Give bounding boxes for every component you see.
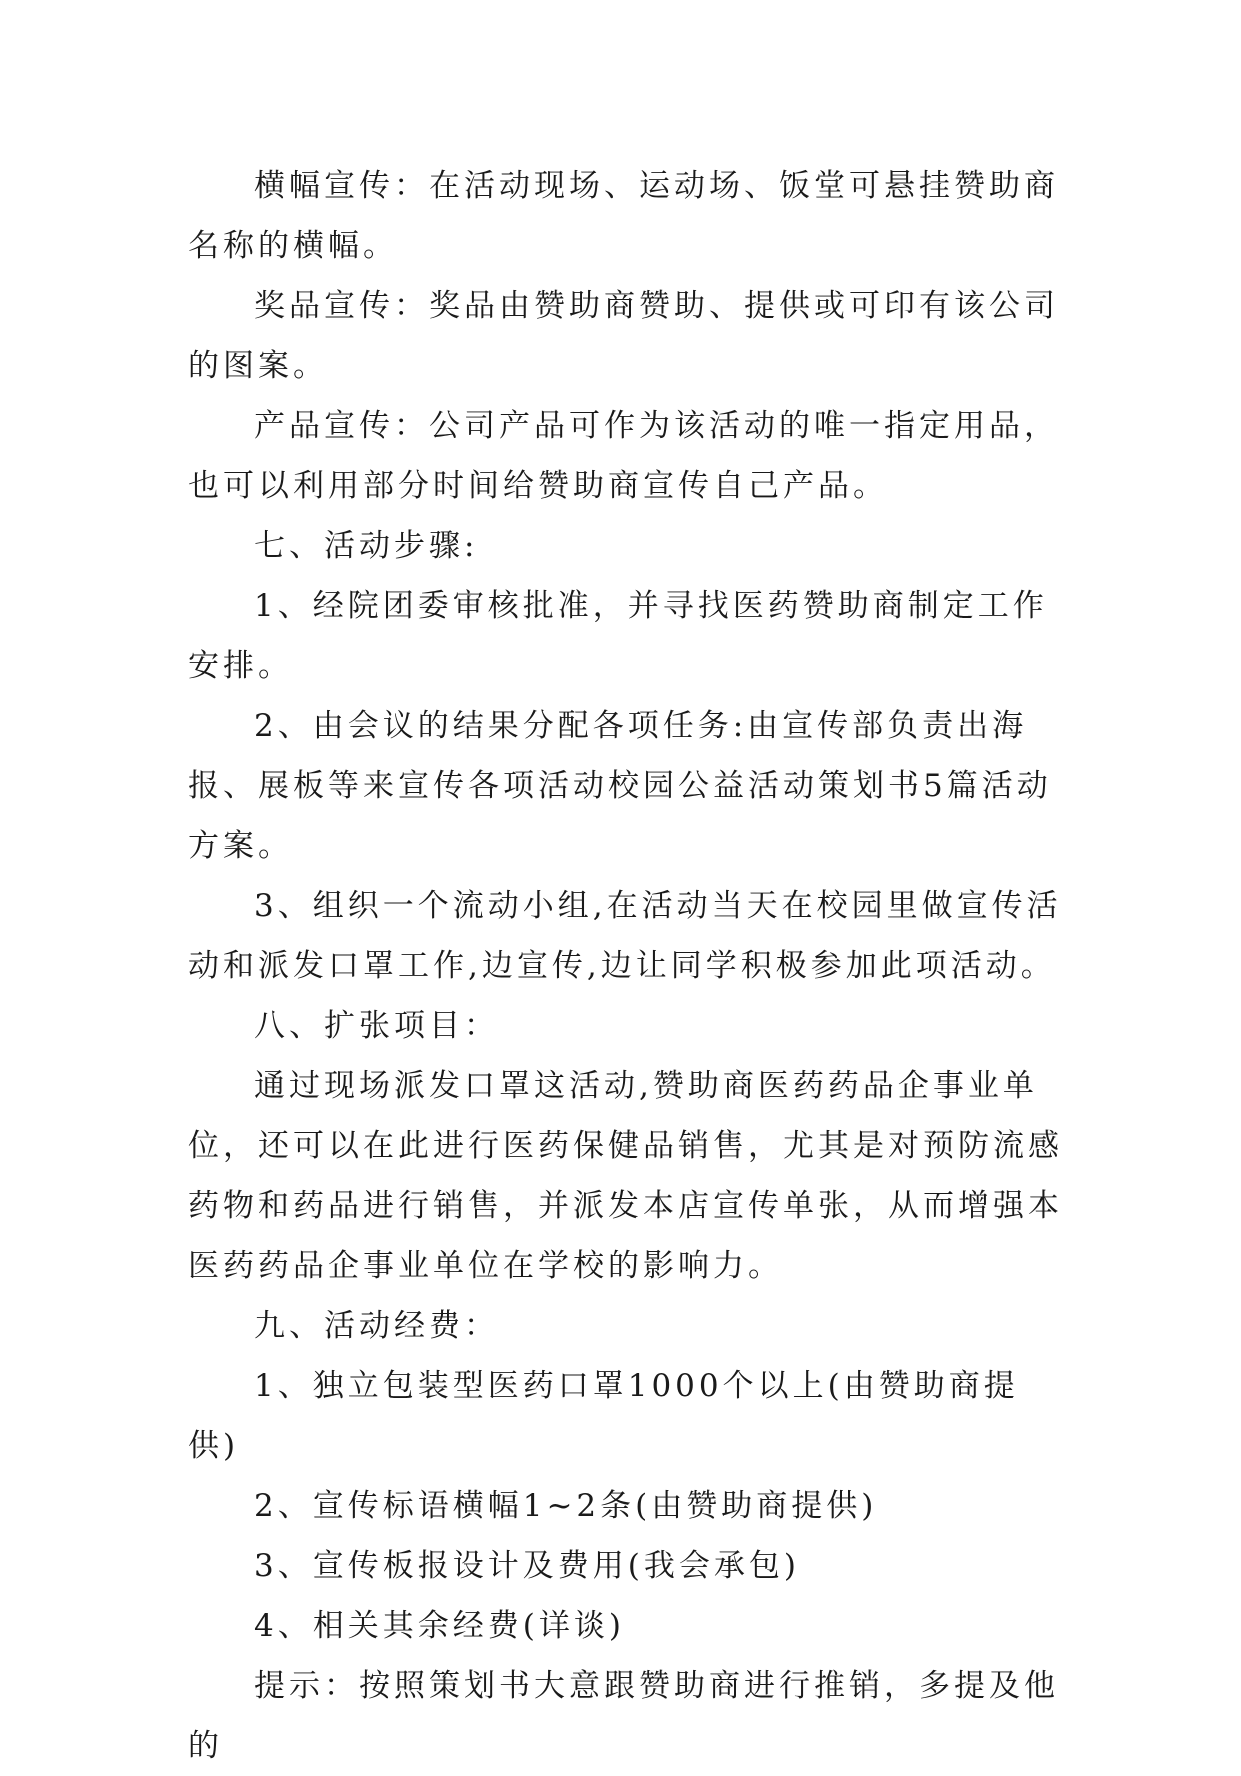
paragraph-expansion-detail: 通过现场派发口罩这活动,赞助商医药药品企事业单位，还可以在此进行医药保健品销售，尤其是对预防流感药物和药品进行销售，并派发本店宣传单张，从而增强本医药药品企事业单位在学校的影响力。 <box>188 1068 1063 1284</box>
paragraph-product-promotion: 产品宣传：公司产品可作为该活动的唯一指定用品，也可以利用部分时间给赞助商宣传自己产品。 <box>188 408 1059 504</box>
heading-activity-steps: 七、活动步骤: <box>254 528 479 564</box>
paragraph-banner-promotion: 横幅宣传：在活动现场、运动场、饭堂可悬挂赞助商名称的横幅。 <box>188 168 1059 264</box>
paragraph-step-3: 3、组织一个流动小组,在活动当天在校园里做宣传活动和派发口罩工作,边宣传,边让同学积极参加此项活动。 <box>188 888 1062 984</box>
paragraph-budget-2: 2、宣传标语横幅1~2条(由赞助商提供) <box>254 1488 878 1524</box>
paragraph-budget-3: 3、宣传板报设计及费用(我会承包) <box>254 1548 800 1584</box>
paragraph-step-2: 2、由会议的结果分配各项任务:由宣传部负责出海报、展板等来宣传各项活动校园公益活动策划书5篇活动方案。 <box>188 708 1052 864</box>
paragraph-budget-1: 1、独立包装型医药口罩1000个以上(由赞助商提供) <box>188 1368 1019 1464</box>
heading-activity-budget: 九、活动经费： <box>254 1308 499 1344</box>
paragraph-prize-promotion: 奖品宣传：奖品由赞助商赞助、提供或可印有该公司的图案。 <box>188 288 1059 384</box>
document-body <box>188 156 1068 1776</box>
paragraph-step-1: 1、经院团委审核批准，并寻找医药赞助商制定工作安排。 <box>188 588 1048 684</box>
paragraph-tip: 提示：按照策划书大意跟赞助商进行推销，多提及他的 <box>188 1668 1059 1764</box>
heading-expansion-project: 八、扩张项目： <box>254 1008 499 1044</box>
paragraph-budget-4: 4、相关其余经费(详谈) <box>254 1608 625 1644</box>
